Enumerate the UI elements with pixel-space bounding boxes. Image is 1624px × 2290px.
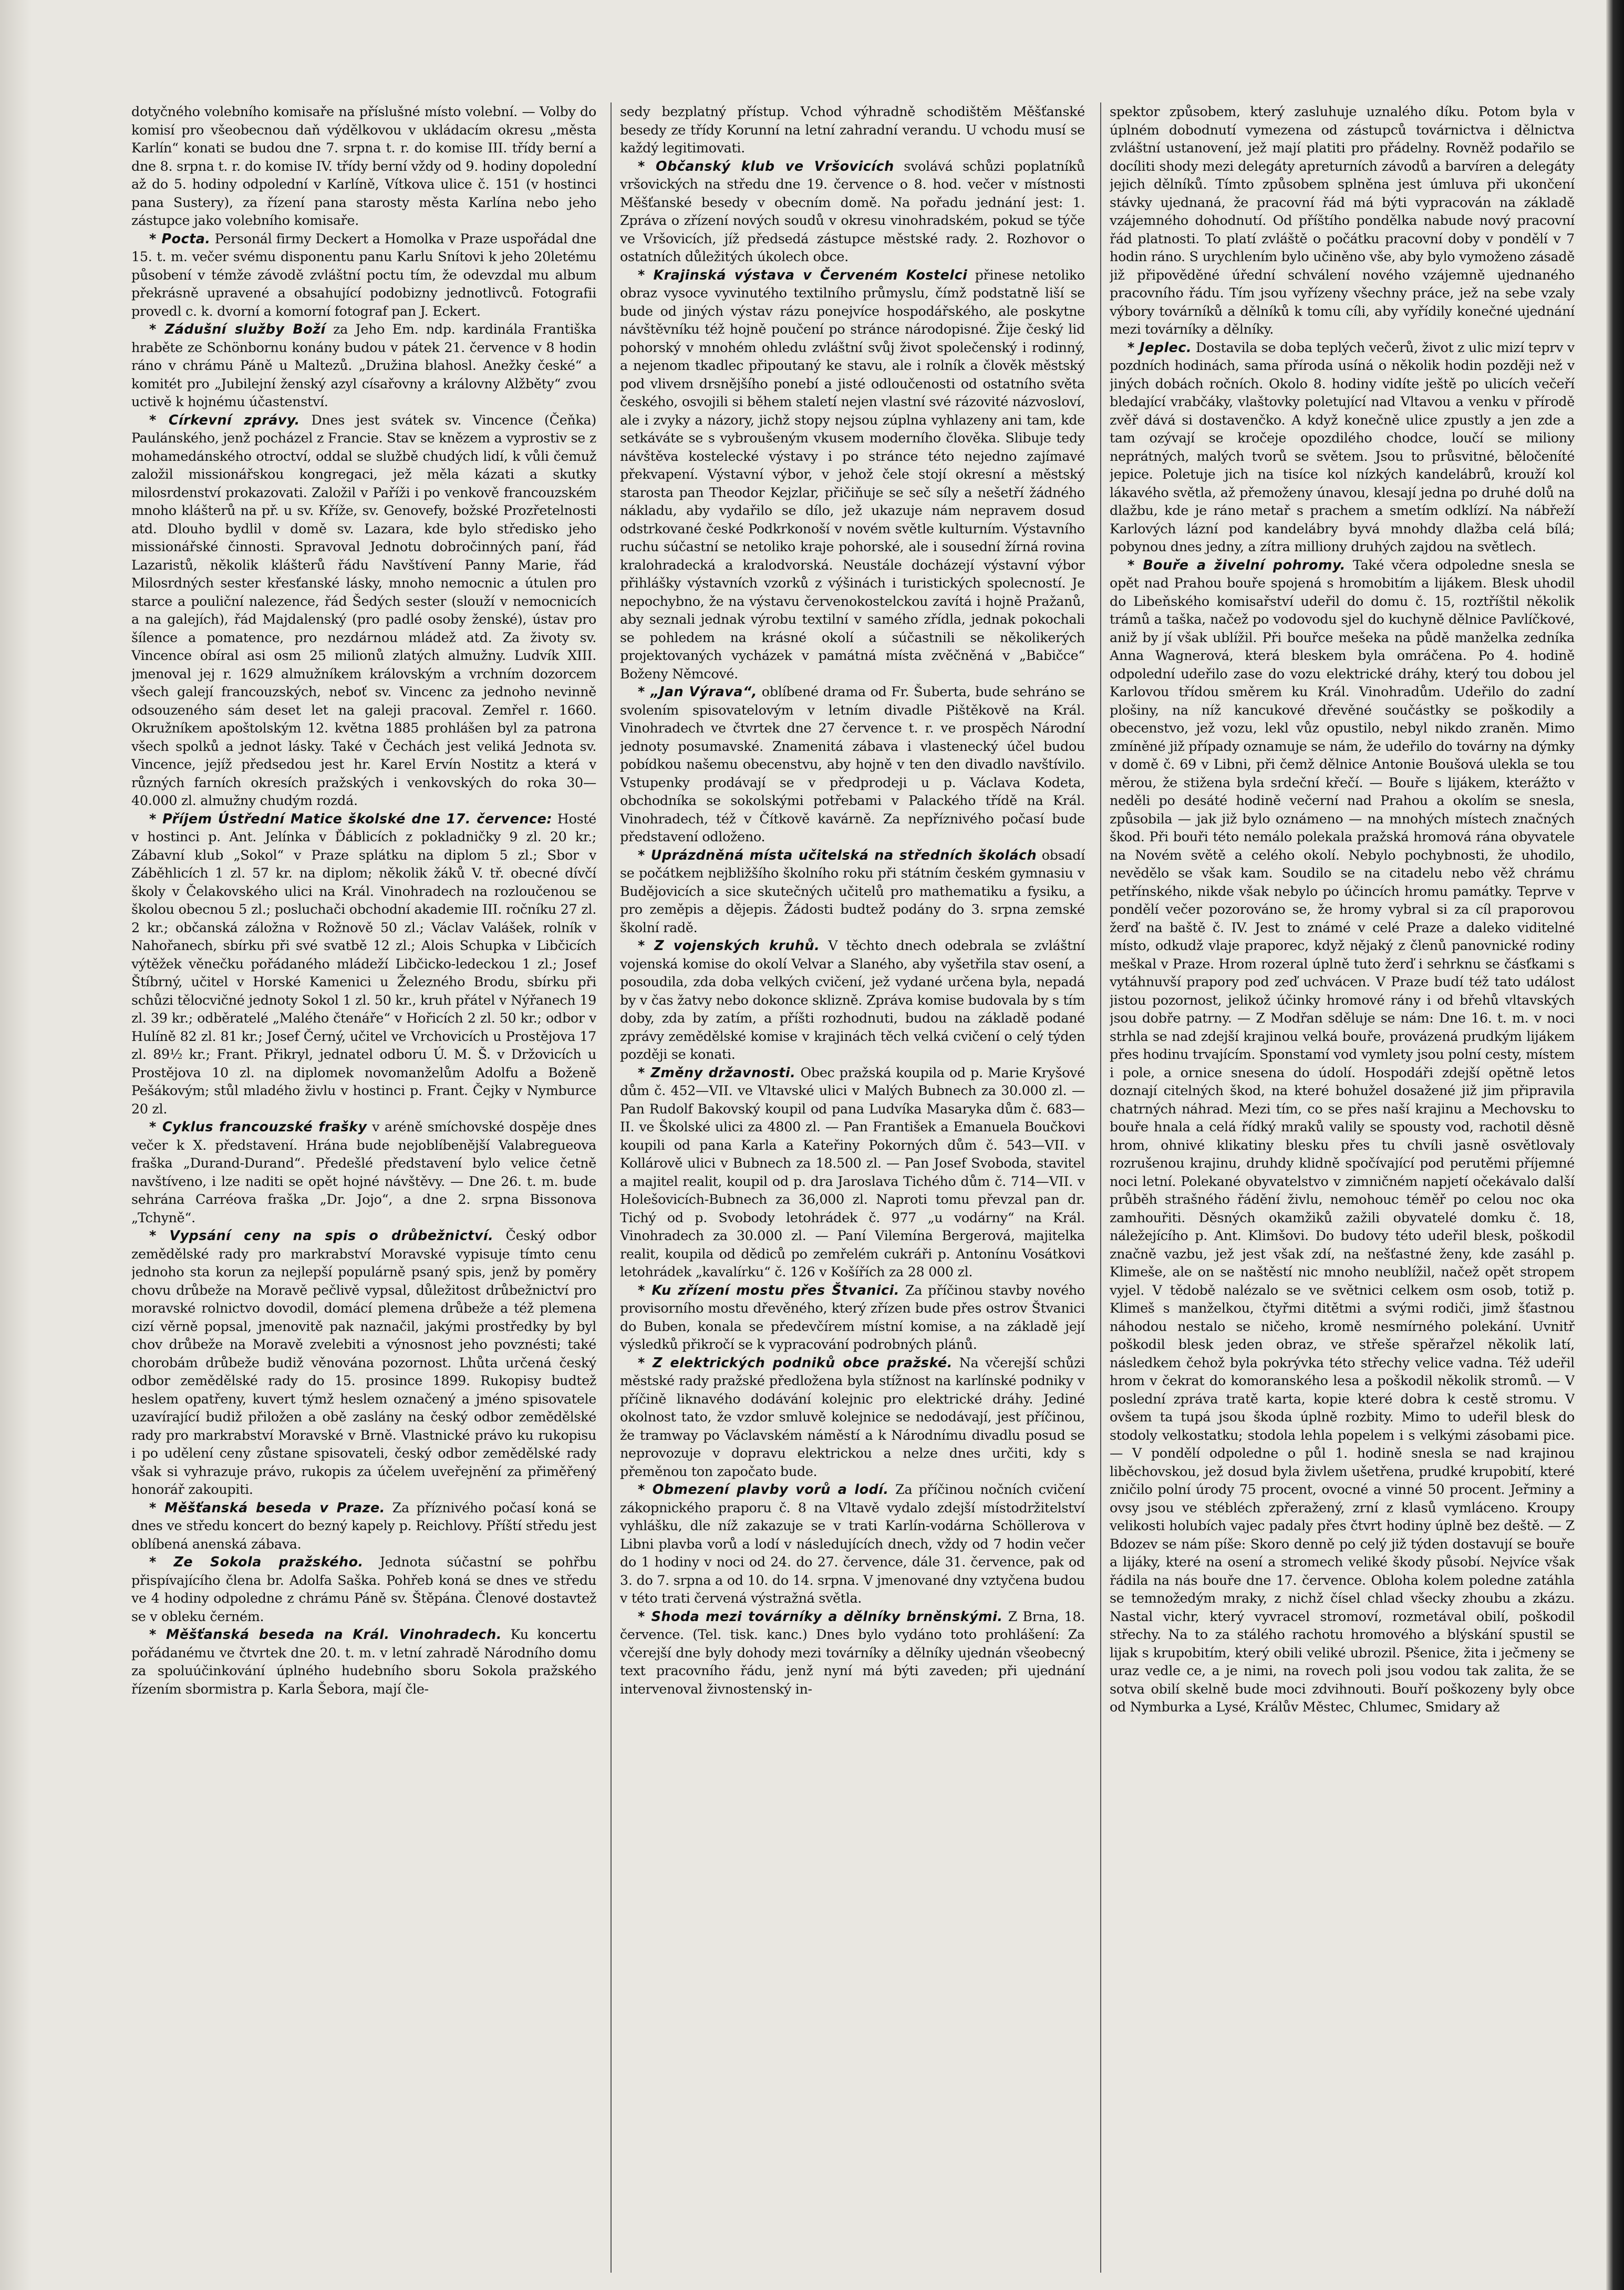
article-paragraph [131, 1553, 596, 1625]
article-body: Za příčinou nočních cvičení zákopnického praporu č. 8 na Vltavě vydalo zdejší místodržitelství vyhlášku, dle níž zakazuje se v trati Karlín-vodárna Schöllerova v Libni plavba vorů a lodí v následujících dnech, vždy od 7 hodin večer do 1 hodiny v noci od 24. do 27. července, dále 31. července, pak od 3. do 7. srpna a od 10. do 14. srpna. V jmenované dny vztyčena budou v této trati červená výstražná světla. [620, 1481, 1085, 1606]
column-divider [611, 102, 612, 2273]
article-paragraph [620, 846, 1085, 937]
article-body: Personál firmy Deckert a Homolka v Praze uspořádal dne 15. t. m. večer svému disponentu panu Karlu Snítovi k jeho 20letému působení v témže závodě zvláštní poctu tím, že odevzdal mu album překrásně upravené a obsahující podobizny jednotlivců. Fotografii provedl c. k. dvorní a komorní fotograf pan J. Eckert. [131, 230, 596, 319]
article-body: za Jeho Em. ndp. kardinála Františka hraběte ze Schönbornu konány budou v pátek 21. července v 8 hodin ráno v chrámu Páně u Maltezů. „Družina blahosl. Anežky české“ a komitét pro „Jubilejní ženský azyl císařovny a královny Alžběty“ zvou uctivě k hojnému účastenství. [131, 321, 596, 409]
article-paragraph [131, 230, 596, 321]
article-paragraph [1110, 556, 1575, 1716]
article-body: dotyčného volebního komisaře na příslušné místo volební. — Volby do komisí pro všeobecnou daň výdělkovou v ukládacím okresu „města Karlín“ konati se budou dne 7. srpna t. r. do komise III. třídy berní a dne 8. srpna t. r. do komise IV. třídy berní vždy od 9. hodiny dopolední až do 5. hodiny odpolední v Karlíně, Vítkova ulice č. 151 (v hostinci pana Sustery), za řízení pana starosty města Karlína nebo jeho zástupce jako volebního komisaře. [131, 104, 596, 228]
article-paragraph [620, 1480, 1085, 1607]
article-body: přinese netoliko obraz vysoce vyvinutého textilního průmyslu, čímž podstatně liší se bude od jiných výstav rázu ponejvíce hospodářského, ale poskytne návštěvníku též hojně poučení po stránce národopisné. Žije český lid pohorský v mnohém ohledu zvláštní svůj život společenský i rodinný, a nejenom tkadlec připoutaný ke stavu, ale i rolník a člověk městský pod vlivem drsnějšího ponebí a jisté odloučenosti od ostatního světa českého, osvojili si během staletí nejen vlastní své rázovité názvosloví, ale i zvyky a názory, jichž stopy nejsou zúplna vyhlazeny ani tam, kde setkáváte se s vybroušeným vkusem moderního člověka. Slibuje tedy návštěva kostelecké výstavy i po stránce této nejedno zajímavé překvapení. Výstavní výbor, v jehož čele stojí okresní a městský starosta pan Theodor Kejzlar, přičiňuje se seč síly a nešetří žádného nákladu, aby vydařilo se dílo, jež ukazuje nám nepravem dosud odstrkované české Podkrkonoší v novém světle kulturním. Výstavního ruchu súčastní se netoliko kraje pohorské, ale i sousední žírná rovina kralohradecká a kralodvorská. Neustále docházejí výstavní výbor přihlášky výstavních vzorků z výšinách i turistických spolecností. Je nepochybno, že na výstavu červenokostelckou zavítá i hojně Pražanů, aby seznali jednak výrobu textilní v samého zřídla, jednak pokochali se pohledem na krásné okolí a súčastnili se několikerých projektovaných vycházek v památná místa zvěčněná v „Babičce“ Boženy Němcové. [620, 266, 1085, 682]
article-body: svolává schůzi poplatníků vršovických na středu dne 19. července o 8. hod. večer v místnosti Měšťanské besedy v obecním domě. Na pořadu jednání jest: 1. Zpráva o zřízení nových soudů v okresu vinohradském, pokud se týče ve Vršovicích, jíž předsedá zástupce městské rady. 2. Rozhovor o ostatních důležitých úkolech obce. [620, 158, 1085, 264]
article-body: Obec pražská koupila od p. Marie Kryšové dům č. 452—VII. ve Vltavské ulici v Malých Bubnech za 30.000 zl. — Pan Rudolf Bakovský koupil od pana Ludvíka Masaryka dům č. 683—II. ve Školské ulici za 4800 zl. — Pan František a Emanuela Boučkovi koupili od pana Karla a Kateřiny Pokorných dům č. 543—VII. v Kollárově ulici v Bubnech za 18.500 zl. — Pan Josef Svoboda, stavitel a majitel realit, koupil od p. dra Jaroslava Tichého dům č. 714—VII. v Holešovicích-Bubnech za 36,000 zl. Naproti tomu převzal pan dr. Tichý od p. Svobody letohrádek č. 977 „u vodárny“ na Král. Vinohradech za 30.000 zl. — Paní Vilemína Bergerová, majitelka realit, koupila od dědiců po zemřelém cukráři p. Antonínu Vosátkovi letohrádek „kavalírku“ č. 126 v Košířích za 28 000 zl. [620, 1064, 1085, 1280]
article-paragraph [131, 1625, 596, 1698]
article-body: Jednota súčastní se pohřbu přispívajícího člena br. Adolfa Saška. Pohřeb koná se dnes ve středu ve 4 hodiny odpoledne z chrámu Páně sv. Štěpána. Členové dostavtež se v obleku černém. [131, 1554, 596, 1624]
article-body: Hosté v hostinci p. Ant. Jelínka v Ďáblicích z pokladničky 9 zl. 20 kr.; Zábavní klub „Sokol“ v Praze splátku na diplom 5 zl.; Sbor v Záběhlicích 1 zl. 57 kr. na diplom; několik žáků V. tř. obecné dívčí školy v Čelakovského ulici na Král. Vinohradech na rozloučenou se školou obecnou 5 zl.; posluchači obchodní akademie III. ročníku 27 zl. 2 kr.; občanská záložna v Rožnově 50 zl.; Václav Valášek, rolník v Nahořanech, sbírku při své svatbě 12 zl.; Alois Schupka v Libčicích výtěžek věnečku pořádaného mládeží Libčicko-ledeckou 1 zl.; Josef Štíbrný, učitel v Horské Kamenici u Železného Brodu, sbírku při schůzi tělocvičné jednoty Sokol 1 zl. 50 kr., kruh přátel v Nýřanech 19 zl. 39 kr.; odběratelé „Malého čtenáře“ v Hořicích 2 zl. 50 kr.; odbor v Hulíně 82 zl. 81 kr.; Josef Černý, učitel ve Vrchovicích u Prostějova 17 zl. 89½ kr.; Frant. Přikryl, jednatel odboru Ú. M. Š. v Držovicích u Prostějova 10 zl. na diplomek novomanželům Adolfu a Boženě Pešákovým; stůl mladého živlu v hostinci p. Frant. Čejky v Nymburce 20 zl. [131, 810, 596, 1117]
column-divider [1100, 102, 1101, 2273]
article-heading: * Změny državnosti. [638, 1064, 796, 1080]
article-body: sedy bezplatný přístup. Vchod výhradně schodištěm Měšťanské besedy ze třídy Korunní na letní zahradní verandu. U vchodu musí se každý legitimovati. [620, 104, 1085, 156]
article-body: v aréně smíchovské dospěje dnes večer k X. představení. Hrána bude nejoblíbenější Valabregueova fraška „Durand-Durand“. Předešlé představení bylo velice četně navštíveno, i lze naditi se opět hojné návštěvy. — Dne 26. t. m. bude sehrána Carréova fraška „Dr. Jojo“, a dne 2. srpna Bissonova „Tchyně“. [131, 1119, 596, 1225]
article-paragraph [131, 320, 596, 411]
article-heading: * Uprázdněná místa učitelská na středních školách [638, 847, 1037, 863]
article-body: oblíbené drama od Fr. Šuberta, bude sehráno se svolením spisovatelovým v letním divadle Pištěkově na Král. Vinohradech ve čtvrtek dne 27 července t. r. ve prospěch Národní jednoty posumavské. Znamenitá zábava i vlastenecký účel budou pobídkou našemu obecenstvu, aby hojně v ten den divadlo navštívilo. Vstupenky prodávají se v předprodeji u p. Václava Kodeta, obchodníka se sokolskými potřebami v Palackého třídě na Král. Vinohradech, též v Čítkově kavárně. Za nepříznivého počasí bude představení odloženo. [620, 684, 1085, 844]
article-body: spektor způsobem, který zasluhuje uznalého díku. Potom byla v úplném dobodnutí vymezena od zástupců továrnictva i dělnictva zvláštní ustanovení, jež mají platiti pro přádelny. Rovněž podařilo se docíliti shody mezi delegáty apreturních závodů a barvíren a delegáty jejich dělníků. Tímto způsobem splněna jest úmluva při ukončení stávky ujednaná, že pracovní řád má býti vypracován na základě vzájemného dohodnutí. Od příštího pondělka nabude nový pracovní řád platnosti. To platí zvláště o počátku pracovní doby v pondělí v 7 hodin ráno. S urychlením bylo učiněno vše, aby bylo vymoženo zásadě již připověděné úřední schválení nového vzájemně ujednaného pracovního řádu. Tím jsou vyřízeny všechny práce, jež na sebe vzaly výbory továrníků a dělníků k tomu cíli, aby vyřídily konečné ujednání mezi továrníky a dělníky. [1110, 104, 1575, 337]
page-left-margin [0, 0, 32, 2290]
article-body: obsadí se počátkem nejbližšího školního roku při státním českém gymnasiu v Budějovicích a sice skutečných učitelů pro mathematiku a fysiku, a pro zeměpis a dějepis. Žádosti budtež podány do 3. srpna zemské školní radě. [620, 847, 1085, 935]
article-heading: * Církevní zprávy. [149, 411, 300, 428]
article-heading: * Vypsání ceny na spis o drůbežnictví. [149, 1227, 494, 1243]
article-body: Dnes jest svátek sv. Vincence (Čeňka) Paulánského, jenž pocházel z Francie. Stav se knězem a vyprostiv se z mohamedánského otroctví, oddal se službě chudých lidí, k vůli čemuž založil missionářskou kongregaci, jež měla kázati a skutky milosrdenství prokazovati. Založil v Paříži i po venkově francouzském mnoho klášterů na př. u sv. Kříže, sv. Genovefy, božské Prozřetelnosti atd. Dlouho bydlil v domě sv. Lazara, kde bylo středisko jeho missionářské činnosti. Spravoval Jednotu dobročinných paní, řád Lazaristů, několik klášterů řádu Navštívení Panny Marie, řád Milosrdných sester křesťanské lásky, mnoho nemocnic a útulen pro starce a pouliční nalezence, řád Šedých sester (slouží v nemocnicích a na galejích), řád Majdalenský (pro padlé osoby ženské), ústav pro šílence a pomatence, pro nezdárnou mládež atd. Za životy sv. Vincence obíral asi osm 25 milionů zlatých almužny. Ludvík XIII. jmenoval jej r. 1629 almužníkem královským a vrchním dozorcem všech galejí francouzských, neboť sv. Vincenc za jednoho nevinně odsouzeného sám deset let na galeji pracoval. Zemřel r. 1660. Okružníkem apoštolským 12. května 1885 prohlášen byl za patrona všech spolků a jednot lásky. Také v Čechách jest veliká Jednota sv. Vincence, jejíž předsedou jest hr. Karel Ervín Nostitz a která v různých farních okresích pražských i venkovských do roka 30—40.000 zl. almužny chudým rozdá. [131, 411, 596, 808]
article-body: Na včerejší schůzi městské rady pražské předložena byla stížnost na karlínské podniky v příčině liknavého dodávání kolejnic pro elektrické dráhy. Jediné okolnost tato, že vzdor smluvě kolejnice se nedodávají, jest příčinou, že tramway po Václavském náměstí a k Národnímu divadlu posud se neprovozuje v dopravu elektrickou a nelze dnes určiti, kdy s přeměnou ton započato bude. [620, 1354, 1085, 1479]
article-paragraph [131, 1118, 596, 1226]
column-2 [620, 102, 1085, 2273]
article-paragraph [131, 102, 596, 230]
article-paragraph [620, 102, 1085, 157]
article-body: Dostavila se doba teplých večerů, život z ulic mizí teprv v pozdních hodinách, sama příroda usíná o několik hodin později než v jiných dobách ročních. Okolo 8. hodiny vidíte ještě po ulicích večeří bledající vrabčáky, vlaštovky poletující nad Vltavou a venku v přírodě zvěř dává si dostavenčko. A když konečně ulice zpustly a jen zde a tam ozývají se kročeje opozdilého chodce, loučí se miliony neprátných, malých tvorů se světem. Jsou to průsvitné, běločeníté jepice. Poletuje jich na tisíce kol nízkých kandelábrů, krouží kol lákavého světla, až přemoženy únavou, klesají jedna po druhé dolů na dlažbu, kde je ráno metař s prachem a smetím odklízí. Na nábřeží Karlových lázní pod kandelábry byvá mnohdy dlažba celá bílá; pobynou dnes jedny, a zítra milliony druhých zajdou na světlech. [1110, 339, 1575, 554]
article-paragraph [620, 936, 1085, 1064]
article-heading: * Obmezení plavby vorů a lodí. [638, 1481, 889, 1497]
article-body: Z Brna, 18. července. (Tel. tisk. kanc.) Dnes bylo vydáno toto prohlášení: Za včerejší dne byly dohody mezi továrníky a dělníky ujednán všeobecný text pracovního řádu, jenž nyní má býti zaveden; při ujednání intervenoval živnostenský in- [620, 1608, 1085, 1697]
article-heading: * Měšťanská beseda v Praze. [149, 1499, 385, 1515]
article-paragraph [620, 1064, 1085, 1281]
article-paragraph [620, 1354, 1085, 1481]
article-body: Ku koncertu pořádanému ve čtvrtek dne 20. t. m. v letní zahradě Národního domu za spoluúčinkování úplného hudebního sboru Sokola pražského řízením sbormistra p. Karla Šebora, mají čle- [131, 1626, 596, 1697]
article-heading: * Z vojenských kruhů. [638, 937, 820, 953]
article-body: Za příznivého počasí koná se dnes ve středu koncert do bezný kapely p. Reichlovy. Příští středu jest oblíbená anenská zábava. [131, 1499, 596, 1552]
article-heading: * Měšťanská beseda na Král. Vinohradech. [149, 1626, 502, 1642]
article-heading: * Krajinská výstava v Červeném Kostelci [638, 266, 968, 283]
article-heading: * Jeplec. [1128, 339, 1192, 355]
article-paragraph [620, 157, 1085, 266]
newspaper-page [131, 102, 1574, 2273]
article-heading: * Bouře a živelní pohromy. [1128, 556, 1346, 573]
article-heading: * Cyklus francouzské frašky [149, 1119, 367, 1134]
article-paragraph [620, 266, 1085, 683]
article-body: Za příčinou stavby nového provisorního mostu dřevěného, který zřízen bude přes ostrov Štvanici do Buben, konala se předevčírem místní komise, a na základě její výsledků přikročí se k vypracování podrobných plánů. [620, 1282, 1085, 1352]
article-paragraph [1110, 102, 1575, 338]
article-paragraph [131, 411, 596, 810]
article-heading: * „Jan Výrava“, [638, 684, 757, 699]
article-body: Také včera odpoledne snesla se opět nad Prahou bouře spojená s hromobitím a lijákem. Blesk uhodil do Libeňského komisařství udeřil do domu č. 15, roztříštil několik trámů a taška, načež po vodovodu sjel do kuchyně dělnice Pavlíčkové, aniž by jí však ublížil. Při bouřce mešeka na půdě manželka zedníka Anna Wagnerová, která bleskem byla omráčena. Po 4. hodině odpolední udeřilo zase do vozu elektrické dráhy, který tou dobou jel Karlovou třídou směrem ku Král. Vinohradům. Udeřilo do zadní plošiny, na níž kancukové dřevěné součástky se poškodily a obecenstvo, jež vozu, lekl vůz opustilo, nebyl nikdo zraněn. Mimo zmíněné již případy oznamuje se nám, že udeřilo do továrny na dýmky v domě č. 69 v Libni, při čemž dělnice Antonie Boušová ulekla se tou měrou, že stižena byla srdeční křečí. — Bouře s lijákem, kterážto v neděli po desáté hodině večerní nad Prahou a okolím se snesla, způsobila — jak již bylo oznámeno — na mnohých místech značných škod. Při bouři této nemálo polekala pražská hromová rána obyvatele na Novém světě a celého okolí. Nebylo pochybnosti, že uhodilo, nevědělo se však kam. Soudilo se na citadelu nebo věž chrámu petřínského, nikde však nebylo po účincích hromu památky. Teprve v pondělí večer pozorováno se, že hromy vybral si za cíl praporovou žerď na baště č. IV. Jest to známé v celé Praze a daleko viditelné místo, odkudž vlaje praporec, když nějaký z členů panovnické rodiny meškal v Praze. Hrom rozeral úplně tuto žerď i sehrknu se čásťkami s vytáhnuvší prapory pod zeď uchvácen. V Praze budí též tato událost jistou pozornost, jelikož účinky hromové rány i od břehů vltavských jsou dobře patrny. — Z Modřan sděluje se nám: Dne 16. t. m. v noci strhla se nad zdejší krajinou velká bouře, provázená prudkým lijákem přes hodinu trvajícím. Sponstamí vod vymlety jsou polní cesty, místem i pole, a ornice snesena do údolí. Hospodáři zdejší opětně letos doznají citelných škod, na které bohužel dosažené již jim připravila chatrných náhrad. Mezi tím, co se přes naší krajinu a Mechovsku to bouře hnala a celá řídký mraků valily se spousty vod, rachotil děsně hrom, ohnivé klikatiny blesku přes tu chvíli jasně osvětlovaly rozrušenou krajinu, druhdy klidně spočívající pod perutěmi příjemné noci letní. Polekané obyvatelstvo v zimničném napjetí očekávalo další průběh strašného řádění živlu, nemohouc téměř po celou noc oka zamhouřiti. Děsných okamžiků zažili obyvatelé domku č. 18, náležejícího p. Ant. Klimšovi. Do budovy této udeřil blesk, poškodil značně vazbu, jež jest však zdí, na nešťastné ženy, kde zasáhl p. Klimeše, ale on se naštěstí nic mnoho neublížil, načež opět stropem vyjel. V tědobě nalézalo se ve světnici celkem osm osob, totiž p. Klimeš s manželkou, čtyřmi ditětmi a svými rodiči, jimž šťastnou náhodou nestalo se ničeho, kromě nesmírného polekání. Uvnitř poškodil blesk jeden obraz, ve střeše spěrařzel několik latí, následkem čehož byla pokrývka této střechy velice vadna. Též udeřil hrom v čekrat do komoranského lesa a poškodil několik stromů. — V poslední zpráva tratě karta, kopie které dobra k cestě stromu. V ovšem ta tupá jsou škoda úplně rozbity. Mimo to udeřil blesk do stodoly velkostatku; stodola lehla popelem i s velkými zásobami pice. — V pondělí odpoledne o půl 1. hodině snesla se nad krajinou liběchovskou, jež dosud byla živlem ušetřena, prudké krupobití, které zničilo polní úrody 75 procent, ovocné a vinné 50 procent. Jeřminy a ovsy jsou ve stébléch zpřeražený, zrní z klasů vymláceno. Kroupy velikosti holubích vajec padaly přes čtvrt hodiny úplně bez deště. — Z Bdozev se nám píše: Skoro denně po celý již týden dostavují se bouře a lijáky, které na osení a stromech veliké škody působí. Nejvíce však řádila na nás bouře dne 17. července. Obloha kolem poledne zatáhla se temnožedým mraky, z nichž čísel chlad všecky zhoubu a zkázu. Nastal vichr, který vyvracel stromoví, rozmetával obilí, poškodil střechy. Na to za stálého rachotu hromového a blýskání spustil se lijak s krupobitím, který obili veliké ubrozil. Pšenice, žita i ječmeny se uraz vedle ce, a je nimi, na rovech poli jsou vodou tak zalita, že se sotva obilí skelně bude moci zdvihnouti. Bouří poškozeny byly obce od Nymburka a Lysé, Králův Městec, Chlumec, Smidary až [1110, 556, 1575, 1715]
article-body: V těchto dnech odebrala se zvláštní vojenská komise do okolí Velvar a Slaného, aby vyšetřila stav osení, a posoudila, zda doba velkých cvičení, jež vydané určena byla, nepadá by v čas žatvy nebo dokonce sklizně. Zpráva komise budovala by s tím doby, zda by zatím, a příšti rozhodnuti, budou na základě podané zprávy zemědělské komise v krajinách těch velká cvičení o celý týden později se konati. [620, 937, 1085, 1062]
article-paragraph [131, 1226, 596, 1499]
article-paragraph [620, 683, 1085, 846]
article-paragraph [131, 1499, 596, 1553]
article-body: Český odbor zemědělské rady pro markrabství Moravské vypisuje tímto cenu jednoho sta korun za nejlepší populárně psaný spis, jenž by poměry chovu drůbeže na Moravě pečlivě vypsal, důležitost drůbežnictví pro moravské rolnictvo dovodil, domácí plemena drůbeže a též plemena cizí věrně popsal, jmenovitě pak naznačil, jakými prostředky by byl chov drůbeže na Moravě zvelebiti a výnosnost jeho povznésti; také chorobám drůbeže budiž věnována pozornost. Lhůta určená český odbor zemědělské rady do 15. prosince 1899. Rukopisy budtež heslem opatřeny, kuvert týmž heslem označený a jméno spisovatele uzavírající budiž přiložen a obě zaslány na český odbor zemědělské rady pro markrabství Moravské v Brně. Vlastnické právo ku rukopisu i po udělení ceny zůstane spisovateli, český odbor zemědělské rady však si vyhrazuje právo, rukopis za účelem uveřejnění za přiměřený honorář zakoupiti. [131, 1227, 596, 1497]
article-heading: * Ku zřízení mostu přes Štvanici. [638, 1282, 899, 1298]
article-heading: * Příjem Ústřední Matice školské dne 17. července: [149, 810, 552, 827]
column-1 [131, 102, 596, 2273]
article-paragraph [1110, 338, 1575, 556]
article-heading: * Občanský klub ve Vršovicích [638, 158, 894, 174]
article-heading: * Z elektrických podniků obce pražské. [638, 1354, 953, 1370]
article-paragraph [620, 1607, 1085, 1698]
article-heading: * Pocta. [149, 230, 211, 246]
article-heading: * Zádušní služby Boží [149, 321, 326, 337]
article-paragraph [620, 1281, 1085, 1354]
article-heading: * Shoda mezi továrníky a dělníky brněnskými. [638, 1608, 1003, 1624]
column-3 [1110, 102, 1575, 2273]
article-heading: * Ze Sokola pražského. [149, 1554, 364, 1570]
page-binding-edge [1606, 0, 1624, 2290]
article-paragraph [131, 810, 596, 1118]
